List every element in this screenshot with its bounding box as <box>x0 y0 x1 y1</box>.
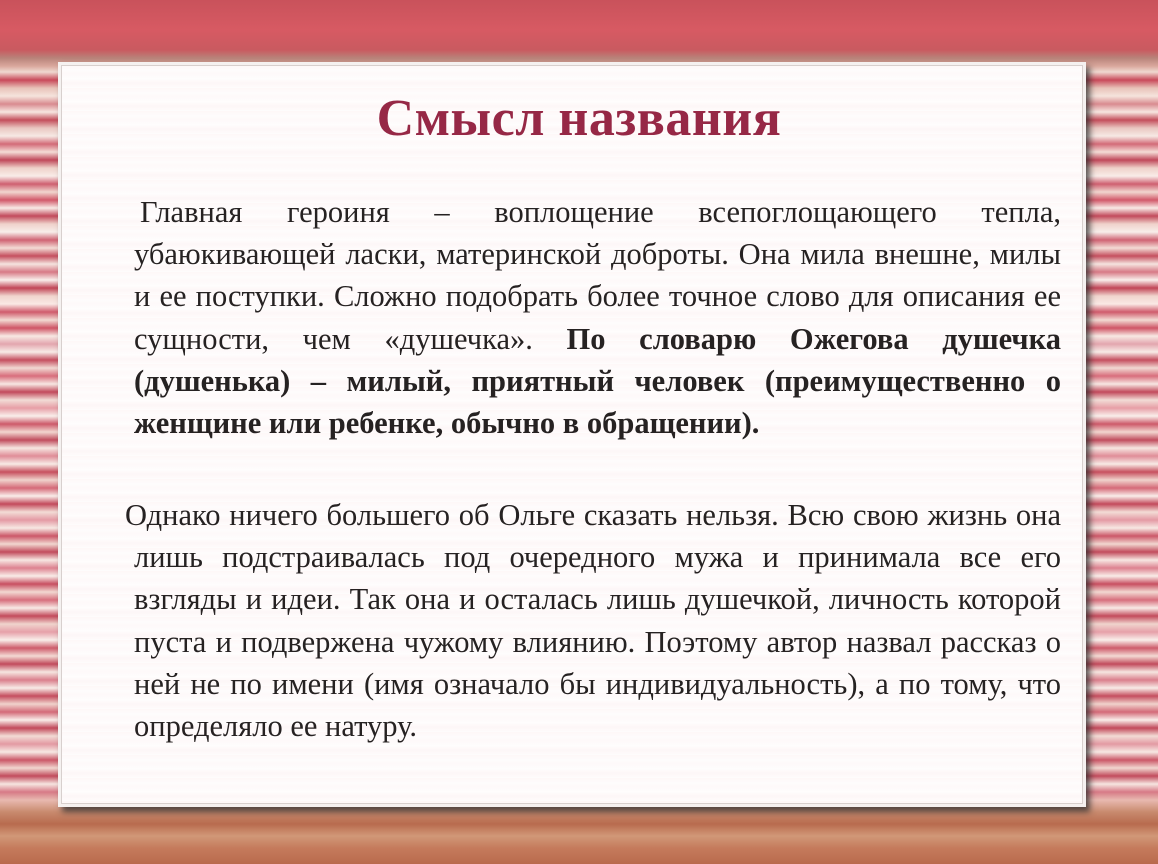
dictionary-definition: По словарю Ожегова душечка (душенька) – милый, приятный человек (преимущественно о женщине или ребенке, обычно в обращении). <box>134 321 1061 441</box>
paragraph-main-heroine <box>134 191 1061 444</box>
paragraph-main-heroine-text: Главная героиня – воплощение всепоглощающего тепла, убаюкивающей ласки, материнской доброты. Она мила внешне, милы и ее поступки. Сложно подобрать более точное слово для описания ее сущности, чем «душечка». <box>134 195 1061 356</box>
paragraph-olga: Однако ничего большего об Ольге сказать нельзя. Всю свою жизнь она лишь подстраивалась под очередного мужа и принимала все его взгляды и идеи. Так она и осталась лишь душечкой, личность которой пуста и подвержена чужому влиянию. Поэтому автор назвал рассказ о ней не по имени (имя означало бы индивидуальность), а по тому, что определяло ее натуру. <box>125 498 1061 744</box>
slide-title: Смысл названия <box>376 90 782 147</box>
